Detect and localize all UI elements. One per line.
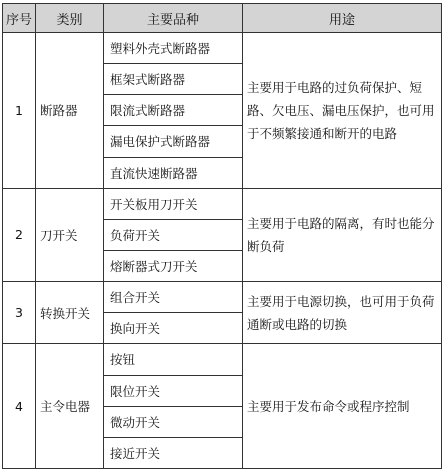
variety-cell: 直流快速断路器 — [104, 157, 243, 188]
category-cell: 刀开关 — [36, 188, 104, 281]
electrical-appliance-table — [2, 3, 442, 469]
table-row — [3, 33, 442, 64]
header-varieties: 主要品种 — [104, 4, 243, 33]
variety-cell: 按钮 — [104, 344, 243, 375]
header-usage: 用途 — [243, 4, 442, 33]
variety-cell: 框架式断路器 — [104, 64, 243, 95]
variety-cell: 限位开关 — [104, 375, 243, 406]
variety-cell: 熔断器式刀开关 — [104, 250, 243, 281]
table-header-row — [3, 4, 442, 33]
variety-cell: 限流式断路器 — [104, 95, 243, 126]
table-row — [3, 188, 442, 219]
table-row — [3, 282, 442, 313]
header-category: 类别 — [36, 4, 104, 33]
variety-cell: 负荷开关 — [104, 219, 243, 250]
usage-cell: 主要用于电路的隔离，有时也能分断负荷 — [243, 188, 442, 281]
row-number: 2 — [3, 188, 36, 281]
row-number: 3 — [3, 282, 36, 344]
header-no: 序号 — [3, 4, 36, 33]
category-cell: 转换开关 — [36, 282, 104, 344]
variety-cell: 漏电保护式断路器 — [104, 126, 243, 157]
variety-cell: 塑料外壳式断路器 — [104, 33, 243, 64]
usage-cell: 主要用于电路的过负荷保护、短路、欠电压、漏电压保护，也可用于不频繁接通和断开的电路 — [243, 33, 442, 189]
variety-cell: 接近开关 — [104, 437, 243, 468]
variety-cell: 换向开关 — [104, 313, 243, 344]
row-number: 1 — [3, 33, 36, 189]
variety-cell: 组合开关 — [104, 282, 243, 313]
category-cell: 主令电器 — [36, 344, 104, 469]
category-cell: 断路器 — [36, 33, 104, 189]
usage-cell: 主要用于发布命令或程序控制 — [243, 344, 442, 469]
row-number: 4 — [3, 344, 36, 469]
table-row — [3, 344, 442, 375]
variety-cell: 微动开关 — [104, 406, 243, 437]
usage-cell: 主要用于电源切换，也可用于负荷通断或电路的切换 — [243, 282, 442, 344]
variety-cell: 开关板用刀开关 — [104, 188, 243, 219]
